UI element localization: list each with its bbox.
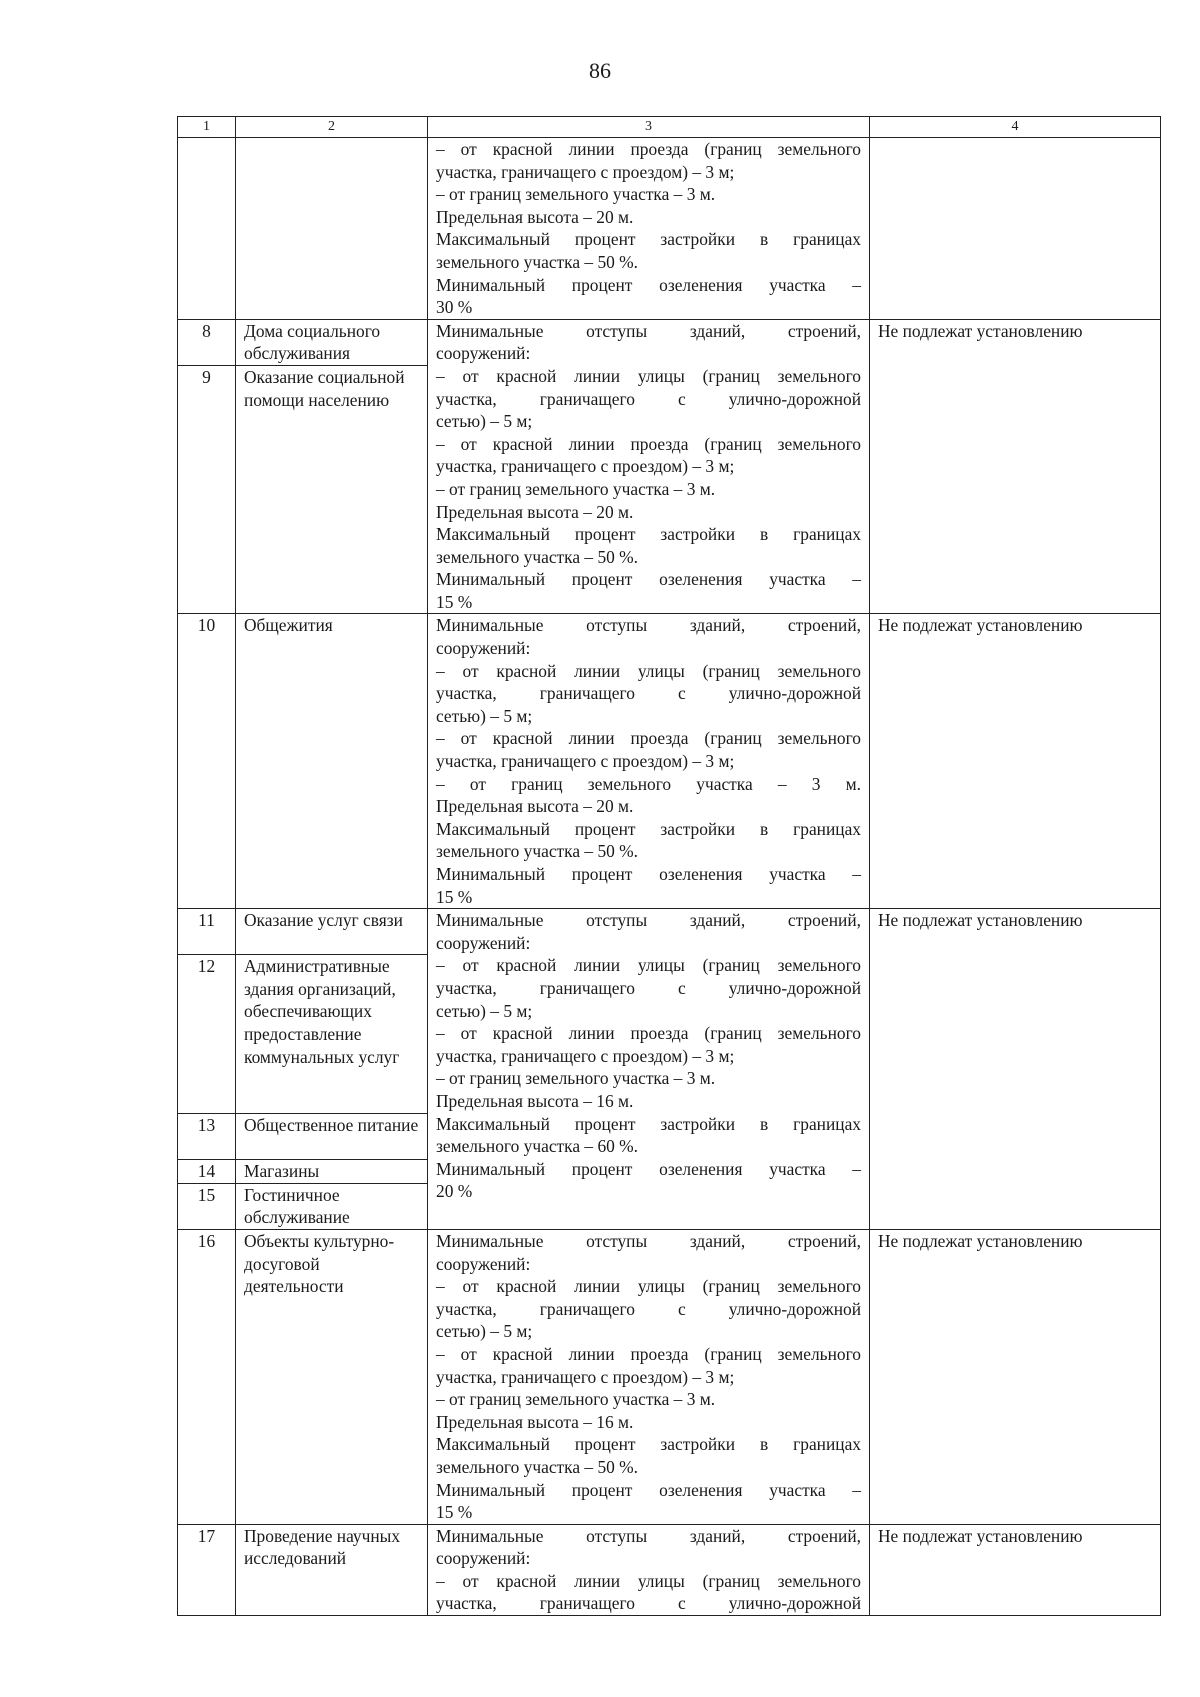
row-note: Не подлежат установлению <box>870 319 1161 614</box>
row-params <box>428 1229 870 1524</box>
param-line: участка, граничащего с улично-дорожной <box>436 683 861 704</box>
row-number: 10 <box>178 614 236 909</box>
param-line: земельного участка – 50 %. <box>436 1456 639 1477</box>
row-number <box>178 138 236 320</box>
row-number: 13 <box>178 1114 236 1160</box>
row-note <box>870 138 1161 320</box>
param-line: участка, граничащего с улично-дорожной <box>436 1298 861 1319</box>
param-line: сооружений: <box>436 343 531 364</box>
row-params <box>428 614 870 909</box>
param-line: Предельная высота – 16 м. <box>436 1090 634 1111</box>
param-line: участка, граничащего с проездом) – 3 м; <box>436 751 735 772</box>
param-line: – от красной линии проезда (границ земельного <box>436 1343 861 1364</box>
param-line: участка, граничащего с улично-дорожной <box>436 977 861 998</box>
param-line: земельного участка – 50 %. <box>436 546 639 567</box>
param-line: Максимальный процент застройки в границах <box>436 1113 861 1134</box>
param-line: Минимальные отступы зданий, строений, <box>436 1525 861 1546</box>
param-line: участка, граничащего с проездом) – 3 м; <box>436 1045 735 1066</box>
param-line: участка, граничащего с улично-дорожной <box>436 388 861 409</box>
table-row <box>178 319 1161 365</box>
param-line: – от красной линии проезда (границ земельного <box>436 1023 861 1044</box>
row-params <box>428 1524 870 1615</box>
row-name: Магазины <box>236 1160 428 1184</box>
param-line: 30 % <box>436 297 473 318</box>
param-line: – от красной линии проезда (границ земельного <box>436 139 861 159</box>
row-number: 12 <box>178 955 236 1114</box>
param-line: – от границ земельного участка – 3 м. <box>436 184 716 205</box>
param-line: Предельная высота – 16 м. <box>436 1411 634 1432</box>
param-line: Максимальный процент застройки в границах <box>436 229 861 250</box>
header-col-2: 2 <box>236 117 428 138</box>
row-number: 14 <box>178 1160 236 1184</box>
row-number: 8 <box>178 319 236 365</box>
row-note: Не подлежат установлению <box>870 1524 1161 1615</box>
param-line: Предельная высота – 20 м. <box>436 501 634 522</box>
param-line: – от границ земельного участка – 3 м. <box>436 1389 716 1410</box>
row-name: Гостиничное обслуживание <box>236 1183 428 1229</box>
param-line: участка, граничащего с проездом) – 3 м; <box>436 161 735 182</box>
row-params <box>428 909 870 1230</box>
param-line: – от красной линии улицы (границ земельного <box>436 955 861 976</box>
header-col-3: 3 <box>428 117 870 138</box>
param-line: Минимальный процент озеленения участка – <box>436 1158 861 1179</box>
param-line: 15 % <box>436 591 473 612</box>
row-name: Объекты культурно-досуговой деятельности <box>236 1229 428 1524</box>
param-line: земельного участка – 50 %. <box>436 251 639 272</box>
row-name: Общественное питание <box>236 1114 428 1160</box>
param-line: сооружений: <box>436 1548 531 1569</box>
param-line: – от красной линии улицы (границ земельного <box>436 1276 861 1297</box>
row-note: Не подлежат установлению <box>870 614 1161 909</box>
row-name: Административные здания организаций, обеспечивающих предоставление коммунальных услуг <box>236 955 428 1114</box>
param-line: – от границ земельного участка – 3 м. <box>436 478 716 499</box>
param-line: Минимальные отступы зданий, строений, <box>436 615 861 636</box>
param-line: Минимальный процент озеленения участка – <box>436 864 861 884</box>
table-row <box>178 138 1161 320</box>
header-row <box>178 117 1161 138</box>
param-line: участка, граничащего с улично-дорожной <box>436 1593 861 1614</box>
param-line: Минимальный процент озеленения участка – <box>436 274 861 295</box>
row-number: 11 <box>178 909 236 955</box>
header-col-1: 1 <box>178 117 236 138</box>
param-line: сооружений: <box>436 1253 531 1274</box>
param-line: земельного участка – 60 %. <box>436 1136 639 1157</box>
param-line: – от красной линии проезда (границ земельного <box>436 433 861 454</box>
header-col-4: 4 <box>870 117 1161 138</box>
param-line: – от красной линии проезда (границ земельного <box>436 728 861 749</box>
param-line: Максимальный процент застройки в границах <box>436 818 861 839</box>
row-number: 16 <box>178 1229 236 1524</box>
param-line: участка, граничащего с проездом) – 3 м; <box>436 456 735 477</box>
param-line: 15 % <box>436 886 473 907</box>
page-number: 86 <box>589 58 611 83</box>
param-line: Минимальные отступы зданий, строений, <box>436 320 861 341</box>
param-line: Минимальный процент озеленения участка – <box>436 569 861 590</box>
table-row <box>178 1229 1161 1524</box>
param-line: сетью) – 5 м; <box>436 705 533 726</box>
param-line: Предельная высота – 20 м. <box>436 206 634 227</box>
param-line: – от красной линии улицы (границ земельного <box>436 660 861 681</box>
table-row <box>178 909 1161 955</box>
param-line: – от границ земельного участка – 3 м. <box>436 1068 716 1089</box>
param-line: Минимальные отступы зданий, строений, <box>436 1230 861 1251</box>
row-note: Не подлежат установлению <box>870 909 1161 1230</box>
row-name <box>236 138 428 320</box>
param-line: 15 % <box>436 1502 473 1523</box>
param-line: сооружений: <box>436 932 531 953</box>
row-number: 9 <box>178 365 236 614</box>
row-name: Проведение научных исследований <box>236 1524 428 1615</box>
param-line: Максимальный процент застройки в границах <box>436 524 861 545</box>
param-line: Максимальный процент застройки в границах <box>436 1434 861 1455</box>
row-name: Оказание услуг связи <box>236 909 428 955</box>
param-line: – от красной линии улицы (границ земельного <box>436 365 861 386</box>
param-line: участка, граничащего с проездом) – 3 м; <box>436 1366 735 1387</box>
param-line: 20 % <box>436 1181 473 1202</box>
row-name: Общежития <box>236 614 428 909</box>
param-line: сооружений: <box>436 638 531 659</box>
param-line: – от границ земельного участка – 3 м. <box>436 773 861 794</box>
row-params <box>428 138 870 320</box>
param-line: Минимальный процент озеленения участка – <box>436 1479 861 1500</box>
param-line: Предельная высота – 20 м. <box>436 796 634 817</box>
param-line: земельного участка – 50 %. <box>436 841 639 862</box>
param-line: Минимальные отступы зданий, строений, <box>436 910 861 931</box>
row-note: Не подлежат установлению <box>870 1229 1161 1524</box>
param-line: сетью) – 5 м; <box>436 1321 533 1342</box>
row-name: Дома социального обслуживания <box>236 319 428 365</box>
param-line: – от красной линии улицы (границ земельного <box>436 1570 861 1591</box>
param-line: сетью) – 5 м; <box>436 411 533 432</box>
row-number: 17 <box>178 1524 236 1615</box>
table-row <box>178 614 1161 909</box>
row-number: 15 <box>178 1183 236 1229</box>
regulations-table <box>177 116 1161 1616</box>
table-row <box>178 1524 1161 1615</box>
param-line: сетью) – 5 м; <box>436 1000 533 1021</box>
row-params <box>428 319 870 614</box>
row-name: Оказание социальной помощи населению <box>236 365 428 614</box>
